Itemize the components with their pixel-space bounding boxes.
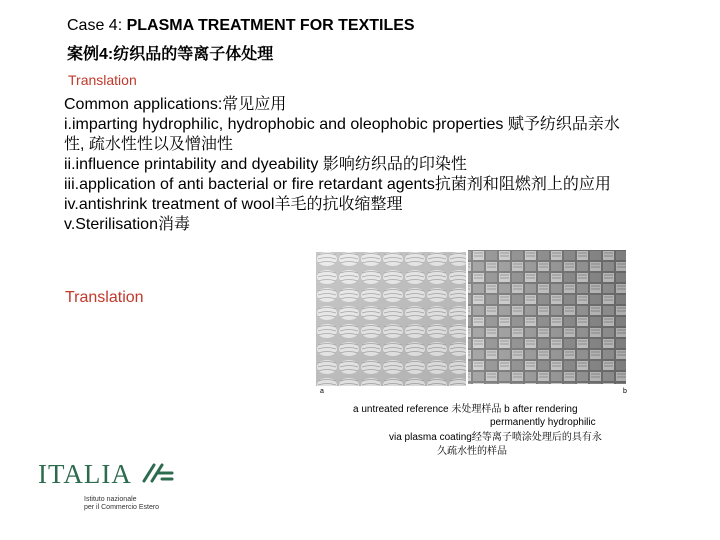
ice-institute-line: per il Commercio Estero: [84, 504, 160, 511]
figure-caption-line: permanently hydrophilic: [490, 417, 596, 428]
figure-caption-line: a untreated reference 未处理样品 b after rendering: [353, 404, 578, 415]
italia-logo-right: IA: [101, 459, 132, 489]
italia-logo: [38, 459, 132, 490]
slide-title-prefix: Case 4:: [67, 17, 127, 34]
ice-institute-name: [84, 496, 159, 512]
application-item: i.imparting hydrophilic, hydrophobic and oleophobic properties 赋予纺织品亲水性, 疏水性性以及憎油性: [64, 116, 620, 153]
translation-label-large: Translation: [65, 289, 144, 306]
application-item: iii.application of anti bacterial or fire retardant agents抗菌剂和阻燃剂上的应用: [64, 176, 611, 193]
application-item: ii.influence printability and dyeability 影响纺织品的印染性: [64, 156, 467, 173]
ice-institute-line: Istituto nazionale: [84, 496, 137, 503]
application-item: v.Sterilisation消毒: [64, 216, 190, 233]
slide-title-chinese: 案例4:纺织品的等离子体处理: [67, 46, 274, 63]
figure-label-b: b: [623, 388, 627, 395]
figure-caption-line: via plasma coating经等离子喷涂处理后的具有永: [389, 432, 602, 443]
figure-caption-line: 久疏水性的样品: [437, 446, 507, 457]
italia-logo-left: ITAL: [38, 459, 102, 489]
translation-label-small: Translation: [68, 72, 137, 88]
slide-title: [67, 17, 415, 35]
applications-heading: Common applications:常见应用: [64, 96, 287, 113]
ice-logo-mark-icon: [141, 459, 175, 489]
slide-title-main: PLASMA TREATMENT FOR TEXTILES: [126, 17, 415, 34]
figure-label-a: a: [320, 388, 324, 395]
application-item: iv.antishrink treatment of wool羊毛的抗收缩整理: [64, 196, 403, 213]
applications-list: [64, 95, 639, 235]
textile-comparison-photo: [316, 250, 630, 396]
